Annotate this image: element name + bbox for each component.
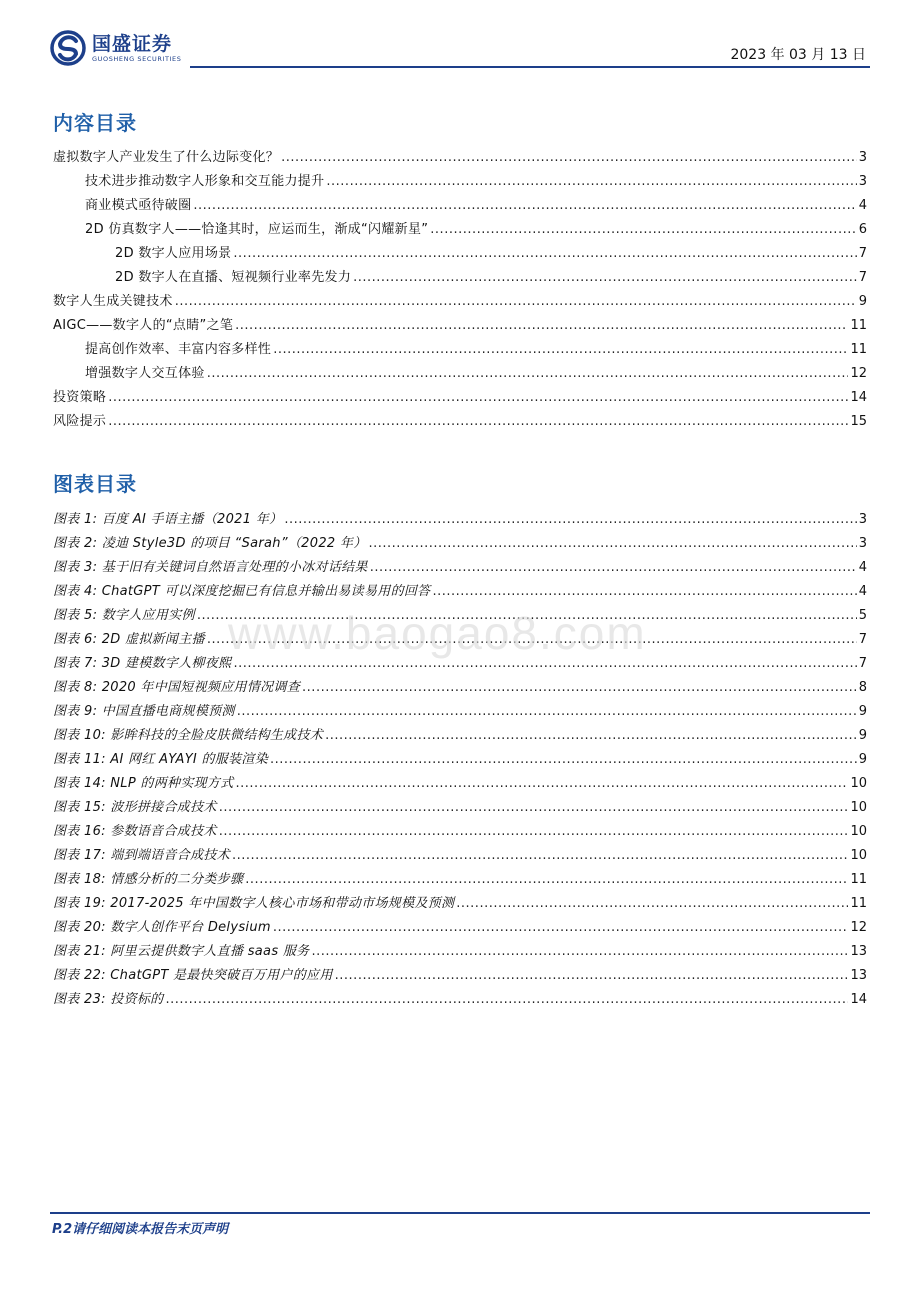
figure-entry[interactable]: 图表 9: 中国直播电商规模预测 ..... 9 — [53, 700, 867, 724]
toc-entry[interactable]: 2D 数字人应用场景 ..... 7 — [53, 242, 867, 266]
figure-entry[interactable]: 图表 4: ChatGPT 可以深度挖掘已有信息并输出易读易用的回答 ..... 4 — [53, 580, 867, 604]
contents-title: 内容目录 — [53, 111, 137, 135]
report-date: 2023 年 03 月 13 日 — [730, 47, 866, 63]
footer-disclaimer: P.2请仔细阅读本报告末页声明 — [52, 1222, 229, 1237]
figure-entry[interactable]: 图表 1: 百度 AI 手语主播（2021 年） ..... 3 — [53, 508, 867, 532]
figure-entry[interactable]: 图表 5: 数字人应用实例 ..... 5 — [53, 604, 867, 628]
company-logo — [50, 28, 181, 68]
figure-entry[interactable]: 图表 6: 2D 虚拟新闻主播 ..... 7 — [53, 628, 867, 652]
figure-entry[interactable]: 图表 2: 凌迪 Style3D 的项目 “Sarah”（2022 年） ..... 3 — [53, 532, 867, 556]
figure-entry[interactable]: 图表 11: AI 网红 AYAYI 的服装渲染 ..... 9 — [53, 748, 867, 772]
footer-divider — [50, 1212, 870, 1214]
company-name-en: GUOSHENG SECURITIES — [92, 54, 182, 63]
company-name-cn: 国盛证券 — [92, 32, 173, 55]
toc-entry[interactable]: 商业模式亟待破圈 ..... 4 — [53, 194, 867, 218]
figure-entry[interactable]: 图表 21: 阿里云提供数字人直播 saas 服务 ..... 13 — [53, 940, 867, 964]
figure-entry[interactable]: 图表 15: 波形拼接合成技术 ..... 10 — [53, 796, 867, 820]
figure-entry[interactable]: 图表 22: ChatGPT 是最快突破百万用户的应用 ..... 13 — [53, 964, 867, 988]
toc-entry[interactable]: 虚拟数字人产业发生了什么边际变化？ ..... 3 — [53, 146, 867, 170]
toc-entry[interactable]: 技术进步推动数字人形象和交互能力提升 ..... 3 — [53, 170, 867, 194]
toc-entry[interactable]: AIGC——数字人的“点睛”之笔 ..... 11 — [53, 314, 867, 338]
toc-entry[interactable]: 2D 仿真数字人——恰逢其时，应运而生，渐成“闪耀新星” ..... 6 — [53, 218, 867, 242]
toc-entry[interactable]: 投资策略 ..... 14 — [53, 386, 867, 410]
figure-entry[interactable]: 图表 16: 参数语音合成技术 ..... 10 — [53, 820, 867, 844]
figure-entry[interactable]: 图表 17: 端到端语音合成技术 ..... 10 — [53, 844, 867, 868]
toc-entry[interactable]: 数字人生成关键技术 ..... 9 — [53, 290, 867, 314]
figure-entry[interactable]: 图表 3: 基于旧有关键词自然语言处理的小冰对话结果 ..... 4 — [53, 556, 867, 580]
figure-entry[interactable]: 图表 14: NLP 的两种实现方式 ..... 10 — [53, 772, 867, 796]
figure-entry[interactable]: 图表 20: 数字人创作平台 Delysium ..... 12 — [53, 916, 867, 940]
toc-entry[interactable]: 风险提示 ..... 15 — [53, 410, 867, 434]
toc-entry[interactable]: 提高创作效率、丰富内容多样性 ..... 11 — [53, 338, 867, 362]
toc-entry[interactable]: 增强数字人交互体验 ..... 12 — [53, 362, 867, 386]
page-header — [50, 26, 870, 70]
header-divider — [190, 66, 870, 68]
figures-title: 图表目录 — [53, 472, 137, 496]
toc-entry[interactable]: 2D 数字人在直播、短视频行业率先发力 ..... 7 — [53, 266, 867, 290]
figure-entry[interactable]: 图表 23: 投资标的 ..... 14 — [53, 988, 867, 1012]
figure-entry[interactable]: 图表 7: 3D 建模数字人柳夜熙 ..... 7 — [53, 652, 867, 676]
figure-entry[interactable]: 图表 19: 2017-2025 年中国数字人核心市场和带动市场规模及预测 ..... 11 — [53, 892, 867, 916]
watermark: www.baogao8.com — [228, 607, 647, 659]
guosheng-logo-icon — [50, 30, 86, 66]
figure-entry[interactable]: 图表 8: 2020 年中国短视频应用情况调查 ..... 8 — [53, 676, 867, 700]
figure-entry[interactable]: 图表 10: 影眸科技的全脸皮肤微结构生成技术 ..... 9 — [53, 724, 867, 748]
figure-entry[interactable]: 图表 18: 情感分析的二分类步骤 ..... 11 — [53, 868, 867, 892]
